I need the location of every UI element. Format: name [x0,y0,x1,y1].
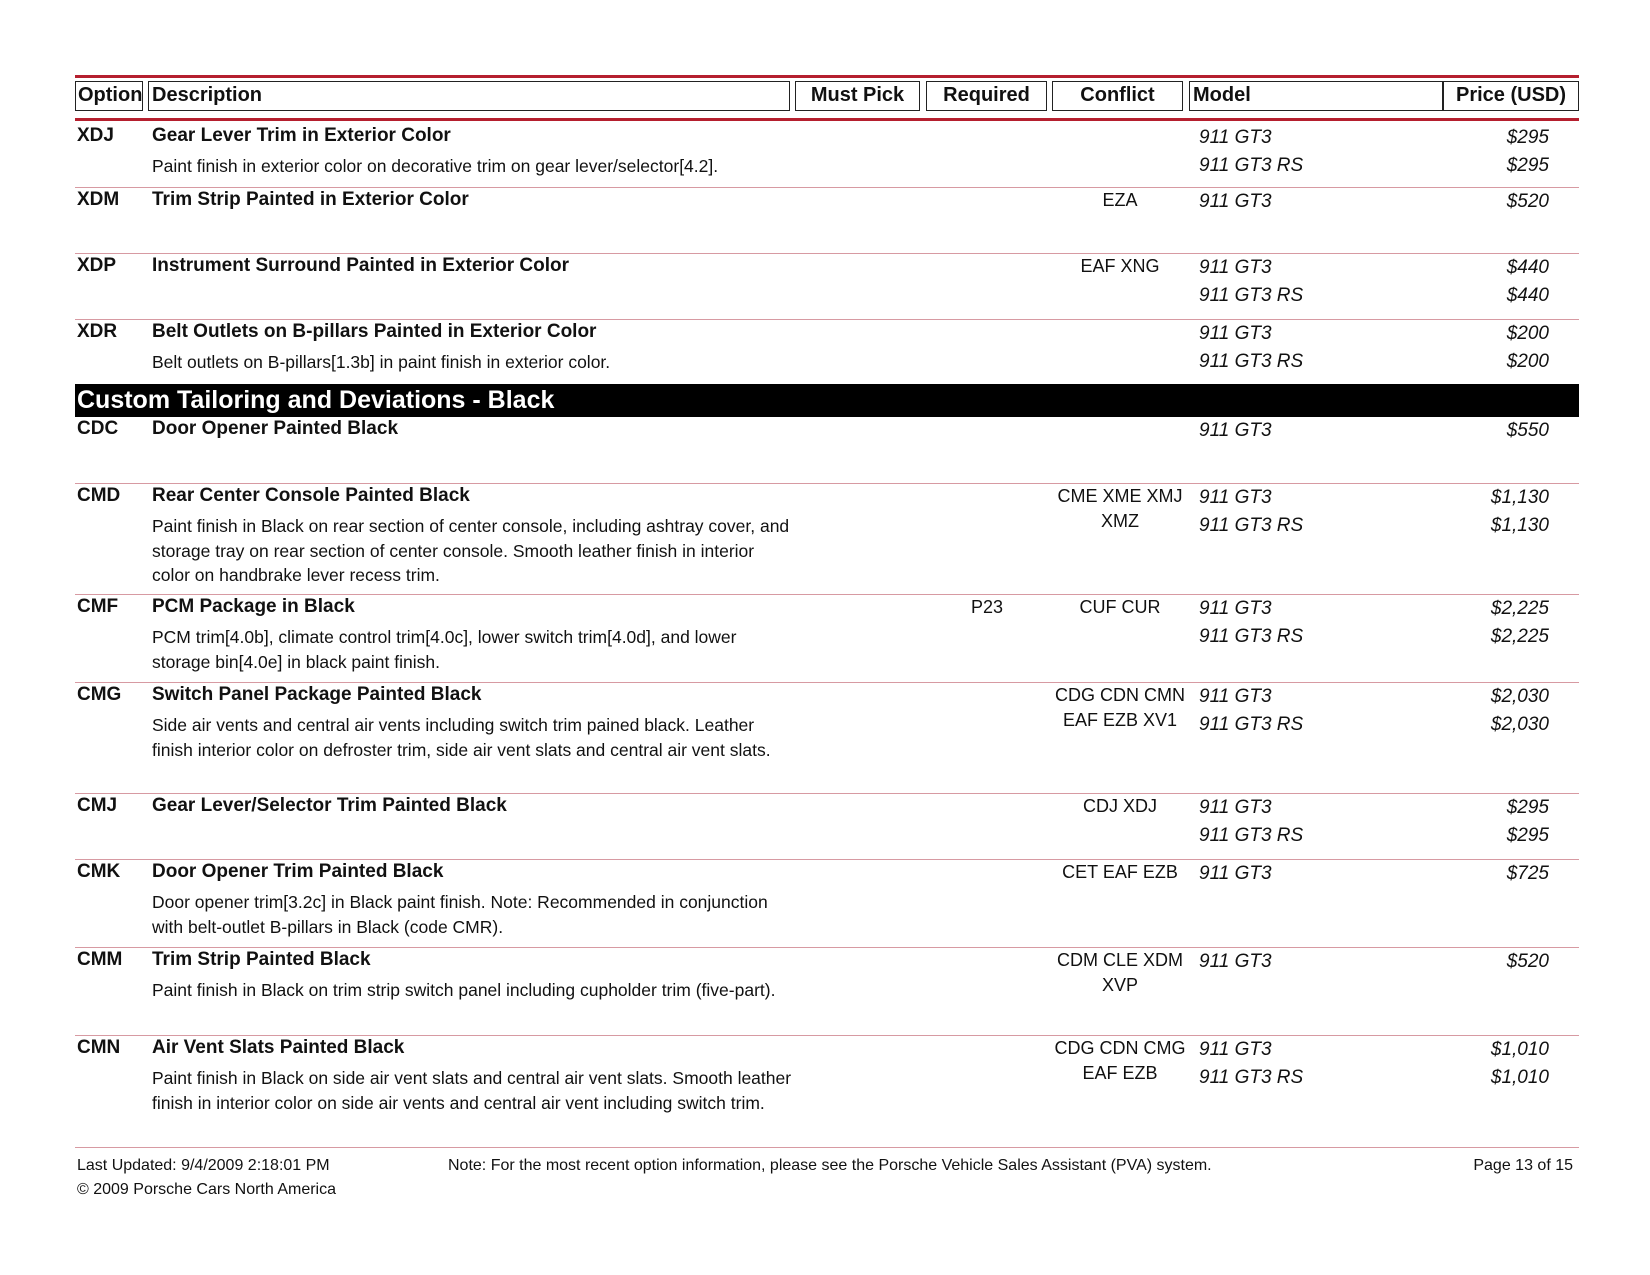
option-title: Trim Strip Painted in Exterior Color [152,189,469,210]
option-description: Belt outlets on B-pillars[1.3b] in paint finish in exterior color. [152,352,611,372]
price-value: $2,030 [1490,686,1549,707]
model-name: 911 GT3 [1199,191,1272,212]
option-conflict: CDG CDN CMG EAF EZB [1054,1038,1186,1083]
option-prices [1435,683,1549,739]
price-value: $1,130 [1490,515,1549,536]
option-conflict: CDG CDN CMN EAF EZB XV1 [1055,685,1185,730]
model-name: 911 GT3 [1199,420,1272,441]
model-name: 911 GT3 RS [1199,825,1304,846]
option-description: Paint finish in Black on trim strip switch panel including cupholder trim (five-part). [152,980,776,1000]
option-description: PCM trim[4.0b], climate control trim[4.0c], lower switch trim[4.0d], and lower storage bin[4.0e] in black paint finish. [152,627,737,672]
option-row [75,124,1579,188]
option-models [1199,417,1419,445]
option-description: Paint finish in exterior color on decorative trim on gear lever/selector[4.2]. [152,156,719,176]
model-name: 911 GT3 RS [1199,714,1304,735]
option-description: Paint finish in Black on side air vent slats and central air vent slats. Smooth leather finish in interior color on side air vents and central air vent including switch trim. [152,1068,792,1113]
model-name: 911 GT3 [1199,686,1272,707]
option-row [75,595,1579,683]
option-title: Gear Lever/Selector Trim Painted Black [152,795,507,816]
option-title: Door Opener Trim Painted Black [152,861,444,882]
option-title: Instrument Surround Painted in Exterior Color [152,255,569,276]
option-row [75,254,1579,320]
model-name: 911 GT3 [1199,257,1272,278]
option-prices [1435,595,1549,651]
option-row [75,794,1579,860]
header-red-rule [75,118,1579,121]
model-name: 911 GT3 RS [1199,626,1304,647]
price-value: $295 [1506,825,1549,846]
option-code: XDP [77,255,117,276]
option-code: CMG [77,684,122,705]
option-conflict: CDJ XDJ [1082,796,1157,816]
option-row [75,417,1579,484]
option-title: Trim Strip Painted Black [152,949,371,970]
option-code: CMM [77,949,123,970]
option-row [75,320,1579,384]
option-prices [1435,794,1549,850]
option-prices [1435,484,1549,540]
model-name: 911 GT3 [1199,323,1272,344]
option-code: XDM [77,189,120,210]
option-code: CMK [77,861,121,882]
option-models [1199,320,1419,376]
footer-last-updated: Last Updated: 9/4/2009 2:18:01 PM [77,1157,330,1174]
option-prices [1435,417,1549,445]
price-value: $1,010 [1490,1039,1549,1060]
model-name: 911 GT3 [1199,797,1272,818]
option-title: Gear Lever Trim in Exterior Color [152,125,451,146]
model-name: 911 GT3 [1199,951,1272,972]
header-model: Model [1189,81,1443,111]
price-value: $440 [1506,285,1549,306]
option-models [1199,1036,1419,1092]
option-title: Rear Center Console Painted Black [152,485,470,506]
option-prices [1435,948,1549,976]
option-code: XDJ [77,125,114,146]
option-conflict: CET EAF EZB [1062,862,1178,882]
price-value: $295 [1506,127,1549,148]
top-red-rule [75,75,1579,78]
option-title: PCM Package in Black [152,596,355,617]
model-name: 911 GT3 [1199,487,1272,508]
option-models [1199,595,1419,651]
option-title: Door Opener Painted Black [152,418,399,439]
option-code: CMF [77,596,119,617]
option-code: CMJ [77,795,118,816]
option-conflict: CDM CLE XDM XVP [1056,950,1183,995]
price-value: $2,225 [1490,598,1549,619]
header-description: Description [148,81,790,111]
option-conflict: CME XME XMJ XMZ [1057,486,1183,531]
price-value: $520 [1506,191,1549,212]
header-must-pick: Must Pick [795,81,920,111]
option-prices [1435,320,1549,376]
option-title: Belt Outlets on B-pillars Painted in Exterior Color [152,321,597,342]
option-title: Air Vent Slats Painted Black [152,1037,405,1058]
option-conflict: CUF CUR [1079,597,1161,617]
model-name: 911 GT3 [1199,863,1272,884]
model-name: 911 GT3 RS [1199,1067,1304,1088]
option-models [1199,860,1419,888]
option-models [1199,948,1419,976]
option-prices [1435,124,1549,180]
footer-note: Note: For the most recent option information, please see the Porsche Vehicle Sales Assistant (PVA) system. [448,1157,1212,1174]
price-value: $1,010 [1490,1067,1549,1088]
footer-copyright: © 2009 Porsche Cars North America [77,1181,337,1198]
row-separator [75,1147,1579,1148]
model-name: 911 GT3 [1199,127,1272,148]
header-price: Price (USD) [1443,81,1579,111]
option-code: CDC [77,418,119,439]
model-name: 911 GT3 RS [1199,285,1304,306]
option-models [1199,484,1419,540]
option-models [1199,254,1419,310]
option-code: XDR [77,321,118,342]
option-description: Paint finish in Black on rear section of center console, including ashtray cover, and storage tray on rear section of center console. Smooth leather finish in interior color on handbrake lever recess trim. [152,516,790,585]
price-value: $440 [1506,257,1549,278]
option-prices [1435,254,1549,310]
price-value: $725 [1506,863,1549,884]
price-value: $200 [1506,323,1549,344]
price-value: $550 [1506,420,1549,441]
option-conflict: EZA [1102,190,1138,210]
model-name: 911 GT3 RS [1199,351,1304,372]
price-value: $200 [1506,351,1549,372]
option-row [75,860,1579,948]
option-prices [1435,1036,1549,1092]
model-name: 911 GT3 [1199,598,1272,619]
option-title: Switch Panel Package Painted Black [152,684,482,705]
option-row [75,484,1579,595]
option-models [1199,188,1419,216]
option-row [75,188,1579,254]
option-row [75,683,1579,794]
option-models [1199,124,1419,180]
option-conflict: EAF XNG [1080,256,1160,276]
header-required: Required [926,81,1047,111]
model-name: 911 GT3 RS [1199,155,1304,176]
price-value: $1,130 [1490,487,1549,508]
option-code: CMD [77,485,121,506]
price-value: $295 [1506,797,1549,818]
footer-page-number: Page 13 of 15 [1473,1157,1573,1174]
header-option: Option [75,81,143,111]
header-conflict: Conflict [1052,81,1183,111]
option-row [75,1036,1579,1148]
option-prices [1435,860,1549,888]
option-description: Side air vents and central air vents including switch trim pained black. Leather finish interior color on defroster trim, side air vent slats and central air vent slats. [152,715,771,760]
option-code: CMN [77,1037,121,1058]
price-value: $2,030 [1490,714,1549,735]
option-description: Door opener trim[3.2c] in Black paint finish. Note: Recommended in conjunction with belt-outlet B-pillars in Black (code CMR). [152,892,768,937]
price-value: $520 [1506,951,1549,972]
section-heading: Custom Tailoring and Deviations - Black [75,384,1579,417]
option-models [1199,683,1419,739]
option-required: P23 [970,597,1004,617]
price-value: $2,225 [1490,626,1549,647]
model-name: 911 GT3 RS [1199,515,1304,536]
option-prices [1435,188,1549,216]
option-row [75,948,1579,1036]
model-name: 911 GT3 [1199,1039,1272,1060]
option-models [1199,794,1419,850]
price-value: $295 [1506,155,1549,176]
